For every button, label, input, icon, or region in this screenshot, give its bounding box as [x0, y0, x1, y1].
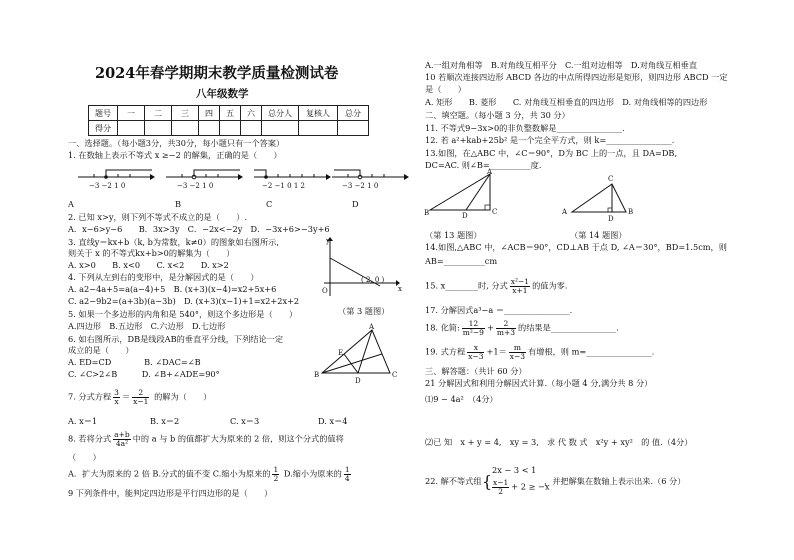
q7-equals: ＝	[121, 391, 131, 402]
q22-brace-icon: {	[482, 472, 493, 491]
q1-option-b[interactable]: B	[175, 199, 182, 209]
fig14-label-d: D	[608, 215, 614, 223]
q19-prefix: 19. 式方程	[425, 346, 466, 357]
tick-label: −3	[342, 182, 353, 190]
q7-f1-denominator: x	[114, 397, 119, 406]
question-17: 17. 分解因式a³−a ＝________________.	[425, 305, 573, 315]
q7-f2-denominator: x−1	[133, 397, 149, 406]
question-14-line1: 14.如图,△ABC 中，∠ACB＝90°，CD⊥AB 于点 D, ∠A＝30°，BD=1.5cm，则	[425, 242, 727, 252]
q8-numerator: a+b	[114, 430, 130, 439]
section-3-heading: 三、解答题：（共计 60 分）	[425, 366, 527, 376]
fig13-caption: （第 13 题图）	[425, 230, 482, 240]
score-row-label: 得分	[89, 121, 118, 136]
score-cell[interactable]	[118, 121, 145, 136]
q8-half-denominator: 2	[273, 474, 279, 483]
fig14-label-a: A	[562, 208, 568, 216]
number-line-d	[332, 170, 409, 180]
score-header-cell: 总分	[338, 106, 369, 121]
q19-fraction-2	[509, 344, 526, 361]
q9-options[interactable]: A.一组对角相等 B.对角线互相平分 C.一组对边相等 D.对角线互相垂直	[425, 60, 698, 70]
score-header-cell: 四	[199, 106, 220, 121]
q7-f2-numerator: 2	[132, 389, 149, 398]
q18-suffix: 的结果是________________.	[518, 322, 619, 333]
tick-label: 2	[300, 182, 305, 190]
q15-suffix: 的值为零.	[532, 280, 568, 291]
question-3-line1: 3. 直线y＝kx+b（k, b为常数，k≠0）的图象如右图所示,	[68, 237, 279, 247]
tick-label: 1	[367, 182, 372, 190]
q1-option-c[interactable]: C	[266, 199, 273, 209]
question-7	[68, 389, 211, 406]
q7-suffix: 的解为（ ）	[154, 391, 212, 402]
score-table-header-row	[89, 106, 369, 121]
score-table	[88, 105, 369, 136]
q8-denominator: 4a²	[115, 439, 129, 448]
fig13-label-a: A	[487, 168, 493, 176]
fig3-point-label: ( 2, 0 )	[361, 276, 385, 284]
question-21: 21 分解因式和利用分解因式计算.（每小题 4 分,满分共 8 分）	[425, 378, 653, 388]
tick-label: 1	[293, 182, 299, 190]
q8-quarter-denominator: 4	[344, 474, 350, 483]
question-3-line2: 则关于 x 的不等式kx+b>0的解集为（ ）	[68, 248, 235, 258]
score-header-cell: 五	[220, 106, 241, 121]
fig14-label-c: C	[608, 175, 614, 183]
q18-fraction-2	[496, 320, 516, 337]
q8-paren: （ ）	[68, 452, 101, 462]
question-1: 1. 在数轴上表示不等式 x ≥−2 的解集，正确的是（ ）	[68, 150, 282, 160]
q3-options[interactable]: A. x>0 B. x<0 C. x<2 D. x>2	[68, 260, 229, 270]
question-14-line2: AB=__________cm	[425, 256, 498, 266]
tick-label: −3	[89, 182, 100, 190]
question-19	[425, 344, 654, 361]
question-6-line1: 6. 如右图所示，DB是线段AB的垂直平分线，下列结论一定	[68, 334, 284, 344]
q6-options-1[interactable]: A. ED=CD B. ∠DAC=∠B	[68, 357, 201, 367]
q7-option-c[interactable]: C. x＝3	[230, 416, 260, 426]
tick-label: 0	[373, 182, 379, 190]
question-8	[68, 431, 344, 448]
fig3-x-label: x	[398, 285, 402, 293]
q7-option-d[interactable]: D. x＝4	[318, 416, 348, 426]
number-line-a	[78, 170, 155, 180]
tick-label: −1	[274, 182, 285, 190]
question-9: 9 下列条件中，能判定四边形是平行四边形的是（ ）	[68, 488, 273, 498]
q19-f1-numerator: x	[467, 344, 484, 353]
question-10-line2: 是（ ）	[425, 84, 466, 94]
q8-half-fraction	[272, 466, 279, 483]
question-13-line2: DC=AC. 则∠B=__________度.	[425, 160, 542, 170]
q19-suffix: 有增根，则 m=________________.	[528, 346, 655, 357]
q7-option-a[interactable]: A. x＝1	[68, 416, 98, 426]
q19-fraction-1	[467, 344, 484, 361]
q18-prefix: 18. 化简:	[425, 322, 460, 333]
q18-f2-numerator: 2	[496, 320, 516, 329]
number-line-c	[254, 170, 331, 180]
fig14-label-b: B	[628, 208, 634, 216]
q22-inequality-2-rest: + 2 ≥ −x	[511, 481, 550, 492]
fig3-origin-label: O	[322, 287, 328, 295]
q18-fraction-1	[462, 320, 485, 337]
page-title: 2024年春学期期末教学质量检测试卷	[95, 65, 339, 82]
question-2: 2. 已知 x>y，则下列不等式不成立的是（ ）.	[68, 212, 248, 222]
number-line-a-labels	[89, 181, 125, 191]
page-subtitle: 八年级数学	[196, 88, 249, 100]
q22-inequality-1: 2x − 3 < 1	[492, 465, 537, 475]
score-cell[interactable]	[199, 121, 220, 136]
fig13-label-b: B	[424, 209, 430, 217]
fig6-label-a: A	[369, 323, 375, 331]
q19-f2-denominator: x−3	[509, 352, 526, 361]
fig6-label-c: C	[392, 371, 398, 379]
score-header-cell: 题号	[89, 106, 118, 121]
q2-options[interactable]: A．x−6>y−6 B．3x>3y C．−2x<−2y D．−3x+6>−3y+6	[68, 224, 330, 234]
tick-label: 1	[202, 182, 207, 190]
q22-denominator: 2	[498, 487, 504, 496]
q22-inequality-2	[492, 479, 550, 496]
q19-f1-denominator: x−3	[468, 352, 484, 361]
fig14-caption: （第 14 题图）	[570, 230, 627, 240]
q7-fraction-left	[113, 389, 120, 406]
score-header-cell: 复核人	[299, 106, 338, 121]
fig6-label-d: D	[355, 377, 361, 385]
question-13-line1: 13.如图，在△ABC 中，∠C＝90°，D为 BC 上的一点，且 DA=DB,	[425, 148, 678, 158]
q7-f1-numerator: 3	[114, 388, 119, 397]
q8-half-numerator: 1	[273, 465, 279, 474]
q15-fraction	[510, 278, 530, 295]
q7-option-b[interactable]: B. x＝2	[150, 416, 180, 426]
number-line-b-labels	[177, 181, 213, 191]
q8-quarter-numerator: 1	[344, 465, 350, 474]
q1-option-d[interactable]: D	[352, 199, 359, 209]
q18-f2-denominator: m+3	[496, 328, 515, 337]
tick-label: −2	[189, 182, 200, 190]
score-cell[interactable]	[299, 121, 338, 136]
fig6-label-b: B	[314, 371, 320, 379]
fig6-label-e: E	[338, 349, 344, 357]
tick-label: 0	[120, 182, 126, 190]
score-header-cell: 一	[118, 106, 145, 121]
fig13-label-c: C	[492, 208, 498, 216]
question-10-line1: 10 若顺次连接四边形 ABCD 各边的中点所得四边形是矩形，则四边形 ABCD 一定	[425, 72, 728, 82]
q5-options[interactable]: A.四边形 B.五边形 C.六边形 D.七边形	[68, 321, 226, 331]
score-header-cell: 二	[145, 106, 172, 121]
q8-option-d: D.缩小为原来的	[283, 468, 342, 479]
question-4: 4. 下列从左到右的变形中，是分解因式的是（ ）	[68, 272, 259, 282]
q6-options-2[interactable]: C. ∠C>2∠B D. ∠B+∠ADE=90°	[68, 369, 220, 379]
fig3-caption: （第 3 题图）	[338, 306, 390, 316]
q8-quarter-fraction	[344, 466, 351, 483]
figure-q6-triangle	[318, 328, 398, 378]
number-line-d-labels	[342, 181, 378, 191]
section-2-heading: 二、填空题。（每小题 3 分，共 30 分）	[425, 110, 570, 120]
score-header-cell: 六	[241, 106, 262, 121]
tick-label: −3	[177, 182, 188, 190]
q4-options-2[interactable]: C. a2−9b2=(a+3b)(a−3b) D. (x+3)(x−1)+1=x2+2x+2	[68, 296, 300, 306]
q1-option-a[interactable]: A	[68, 199, 74, 209]
score-cell[interactable]	[220, 121, 241, 136]
q8-prefix: 8. 若将分式	[68, 433, 112, 444]
question-12: 12. 若 a²+kab+25b² 是一个完全平方式，则 k=________________.	[425, 135, 675, 145]
q15-prefix: 15. x________时, 分式	[425, 280, 508, 291]
fig13-label-d: D	[462, 212, 468, 220]
q18-plus: +	[486, 322, 494, 333]
question-18	[425, 320, 619, 337]
q8-fraction	[113, 431, 131, 448]
fig3-y-label: y	[326, 237, 330, 245]
figure-q3-graph	[318, 238, 398, 298]
score-table-score-row	[89, 121, 369, 136]
figure-q14-triangle	[570, 182, 650, 217]
q19-middle: +1＝	[486, 346, 507, 357]
score-cell[interactable]	[241, 121, 262, 136]
q18-f1-denominator: m²−9	[462, 328, 484, 337]
question-21-part-1: ⑴9 − 4a² （4分）	[425, 394, 498, 404]
tick-label: −2	[101, 182, 112, 190]
score-header-cell: 总分人	[262, 106, 299, 121]
tick-label: 0	[208, 182, 214, 190]
q19-f2-numerator: m	[509, 344, 526, 353]
score-cell[interactable]	[145, 121, 172, 136]
number-line-c-labels	[262, 181, 305, 191]
q4-options-1[interactable]: A. a2−4a+5=a(a−4)+5 B. (x+3)(x−4)=x2+5x+6	[68, 284, 277, 294]
q22-numerator: x−1	[493, 478, 509, 487]
score-header-cell: 三	[172, 106, 199, 121]
q15-numerator: x²−1	[510, 277, 530, 286]
number-line-b	[166, 170, 243, 180]
tick-label: 1	[114, 182, 119, 190]
question-15	[425, 278, 567, 295]
tick-label: 0	[287, 182, 292, 190]
q8-suffix: 中的 a 与 b 的值都扩大为原来的 2 倍，则这个分式的值将	[132, 433, 344, 444]
tick-label: −2	[354, 182, 365, 190]
q15-denominator: x+1	[512, 286, 528, 295]
score-cell[interactable]	[338, 121, 369, 136]
question-22-prefix: 22. 解不等式组	[425, 476, 482, 486]
question-22-suffix: ，并把解集在数轴上表示出来.（6 分）	[544, 476, 686, 486]
q18-f1-numerator: 12	[462, 320, 485, 329]
q10-options[interactable]: A. 矩形 B. 菱形 C. 对角线互相垂直的四边形 D. 对角线相等的四边形	[425, 97, 708, 107]
question-11: 11. 不等式9−3x>0的非负整数解是________________.	[425, 123, 625, 133]
score-cell[interactable]	[262, 121, 299, 136]
q22-fraction	[492, 479, 509, 496]
q7-prefix: 7. 分式方程	[68, 391, 112, 402]
q8-options[interactable]	[68, 466, 353, 483]
section-1-heading: 一、选择题。（每小题3分，共30分，每小题只有一个答案）	[68, 138, 285, 148]
question-6-line2: 成立的是（ ）	[68, 345, 134, 355]
question-5: 5. 如果一个多边形的内角和是 540°，则这个多边形是（ ）	[68, 309, 298, 319]
score-cell[interactable]	[172, 121, 199, 136]
tick-label: −2	[262, 182, 273, 190]
q8-options-ab-c: A．扩大为原来的 2 倍 B.分式的值不变 C.缩小为原来的	[68, 468, 271, 479]
question-21-part-2: ⑵已 知 x + y = 4, xy = 3, 求 代 数 式 x²y + xy² 的 值.（4分）	[425, 437, 693, 447]
q7-fraction-right	[132, 389, 149, 406]
